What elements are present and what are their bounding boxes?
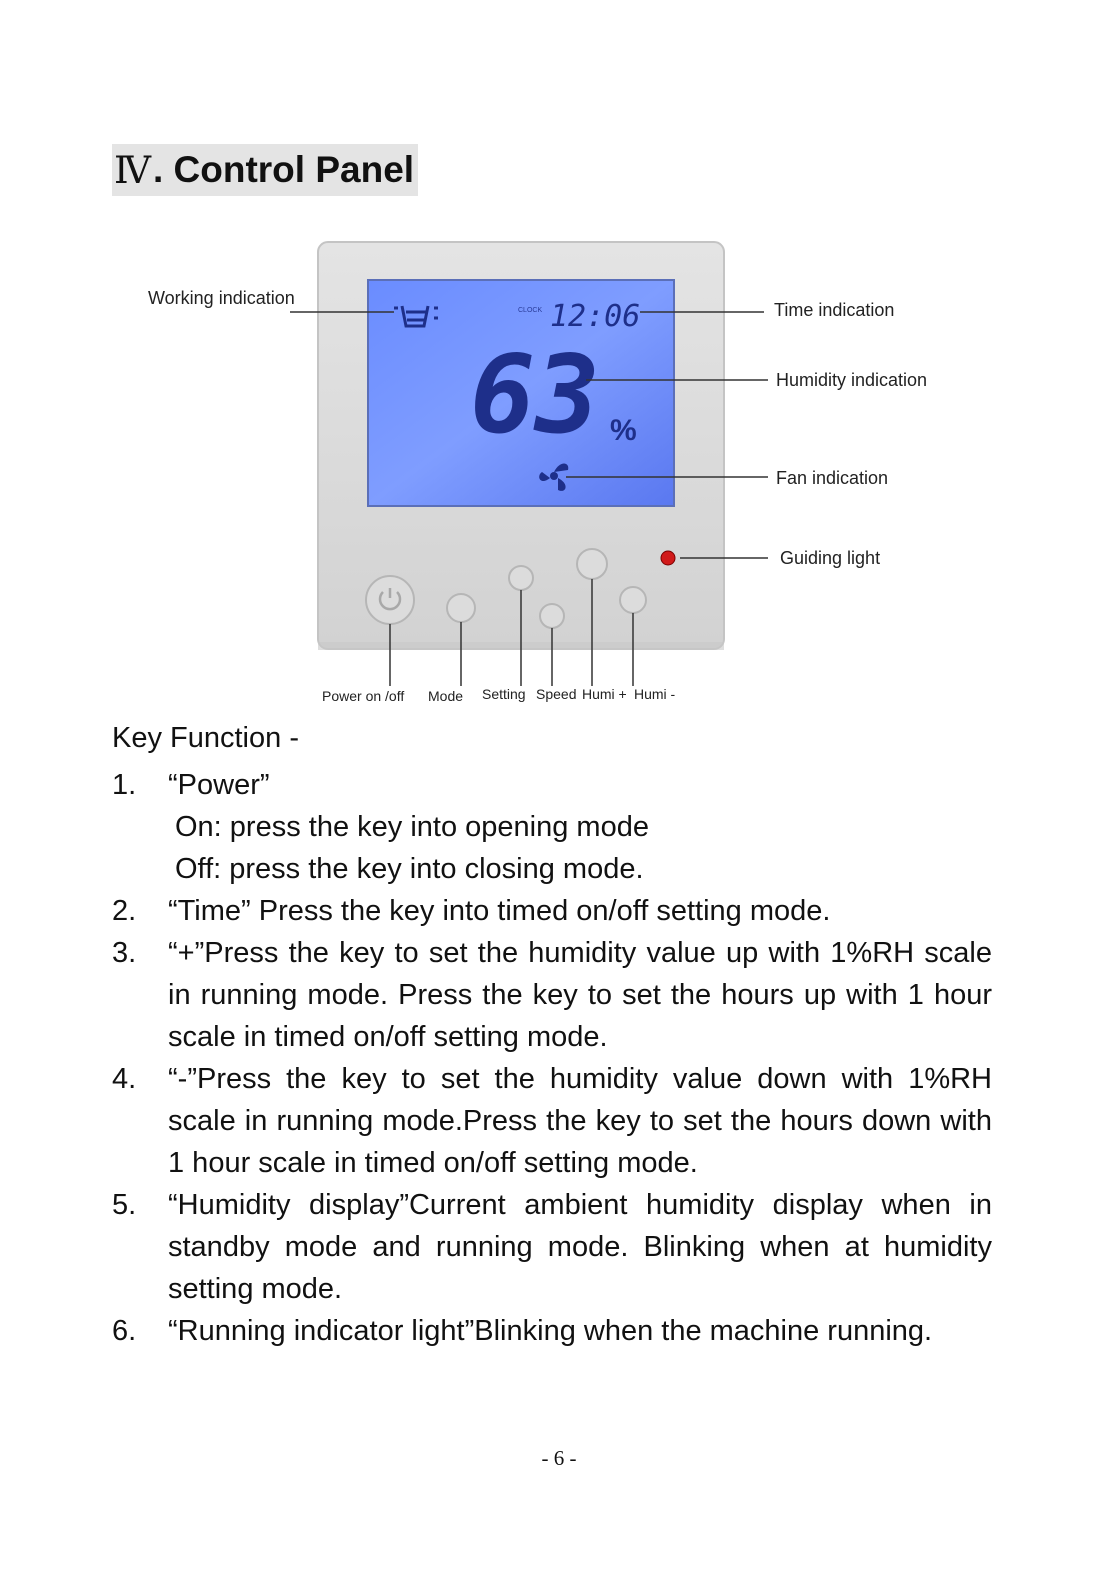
item-number: 3. [112, 937, 137, 969]
list-item [112, 1184, 992, 1310]
guiding-light [661, 551, 675, 565]
lcd-percent-sign: % [610, 414, 637, 447]
item-subline: On: press the key into opening mode [175, 811, 649, 843]
lcd-humidity-readout: 63 [470, 333, 601, 458]
page-number: - 6 - [541, 1446, 577, 1470]
label-mode-button: Mode [428, 688, 464, 704]
mode-button [447, 594, 475, 622]
callout-fan-indication: Fan indication [776, 468, 889, 488]
list-item [112, 1310, 992, 1352]
section-roman-numeral: Ⅳ [114, 148, 151, 192]
item-text: “Power” [168, 769, 270, 801]
section-title: . Control Panel [152, 149, 415, 190]
list-item [112, 932, 992, 1058]
control-panel-figure [140, 236, 980, 716]
item-number: 5. [112, 1189, 137, 1221]
item-number: 6. [112, 1315, 137, 1347]
humi-plus-button [577, 549, 607, 579]
label-humi-plus-button: Humi + [582, 686, 627, 702]
callout-humidity-indication: Humidity indication [776, 370, 928, 390]
key-function-heading: Key Function - [112, 722, 299, 754]
section-heading [112, 144, 418, 196]
callout-guiding-light: Guiding light [780, 548, 881, 568]
callout-time-indication: Time indication [774, 300, 895, 320]
item-subline: Off: press the key into closing mode. [175, 853, 644, 885]
label-setting-button: Setting [482, 686, 526, 702]
humi-minus-button [620, 587, 646, 613]
svg-text:CLOCK: CLOCK [518, 307, 543, 314]
list-item [112, 1058, 992, 1184]
speed-button [540, 604, 564, 628]
label-speed-button: Speed [536, 686, 577, 702]
lcd-time-readout: 12:06 [550, 299, 641, 334]
item-text: “+”Press the key to set the humidity value up with 1%RH scale in running mode. Press the key to set the hours up with 1 hour scale in timed on/off setting mode. [168, 937, 992, 1053]
item-text: “Running indicator light”Blinking when the machine running. [168, 1315, 933, 1347]
setting-button [509, 566, 533, 590]
item-text: “Humidity display”Current ambient humidity display when in standby mode and running mode. Blinking when at humidity setting mode. [168, 1189, 992, 1305]
power-button [366, 576, 414, 624]
label-power-button: Power on /off [322, 688, 405, 704]
list-item [112, 764, 992, 890]
item-text: “-”Press the key to set the humidity value down with 1%RH scale in running mode.Press the key to set the hours down with 1 hour scale in timed on/off setting mode. [168, 1063, 992, 1179]
list-item [112, 890, 992, 932]
label-humi-minus-button: Humi - [634, 686, 676, 702]
callout-working-indication: Working indication [148, 288, 295, 308]
item-number: 1. [112, 769, 137, 801]
item-number: 4. [112, 1063, 137, 1095]
item-text: “Time” Press the key into timed on/off setting mode. [168, 895, 831, 927]
item-number: 2. [112, 895, 137, 927]
